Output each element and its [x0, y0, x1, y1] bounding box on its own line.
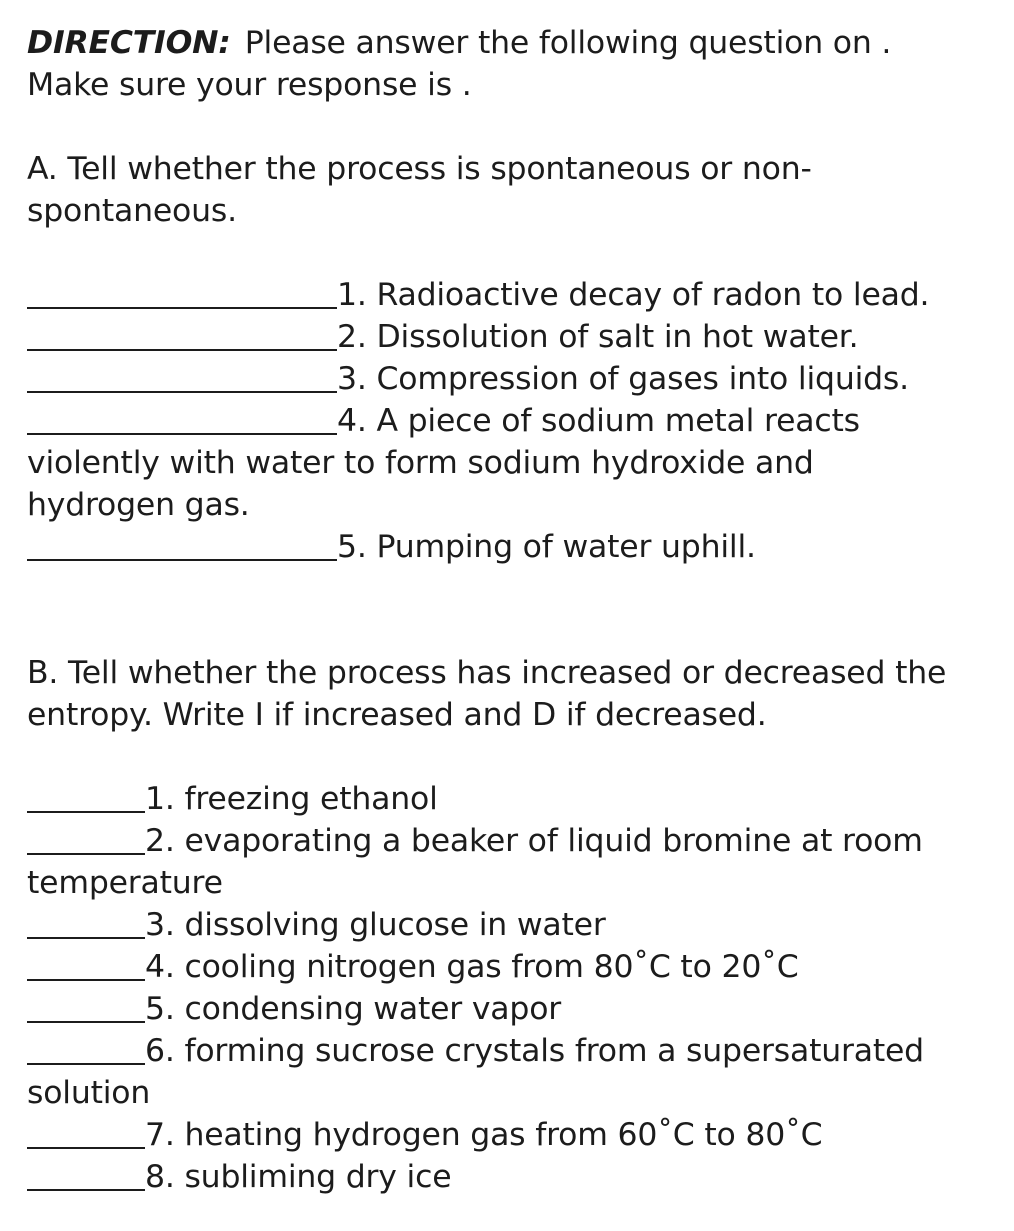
answer-blank[interactable] [27, 361, 337, 393]
item-text: 4. A piece of sodium metal reacts [337, 403, 860, 439]
section-a-item-1 [27, 274, 997, 316]
item-text: 1. Radioactive decay of radon to lead. [337, 277, 930, 313]
direction-text-1: Please answer the following question on . [244, 25, 892, 61]
section-b-item-6 [27, 1030, 997, 1072]
worksheet [27, 22, 997, 1198]
section-b-item-1 [27, 778, 997, 820]
section-b-item-8 [27, 1156, 997, 1198]
item-text: 1. freezing ethanol [145, 781, 438, 817]
section-a-item-5 [27, 526, 997, 568]
answer-blank[interactable] [27, 277, 337, 309]
item-text: 6. forming sucrose crystals from a supersaturated [145, 1033, 924, 1069]
answer-blank[interactable] [27, 907, 145, 939]
answer-blank[interactable] [27, 1033, 145, 1065]
section-b-item-2 [27, 820, 997, 862]
answer-blank[interactable] [27, 1117, 145, 1149]
answer-blank[interactable] [27, 781, 145, 813]
section-b-item-3 [27, 904, 997, 946]
answer-blank[interactable] [27, 529, 337, 561]
item-text: 7. heating hydrogen gas from 60˚C to 80˚C [145, 1117, 823, 1153]
section-b-item-4 [27, 946, 997, 988]
direction-line-1 [27, 22, 997, 64]
section-b-instruction-2: entropy. Write I if increased and D if decreased. [27, 697, 767, 733]
item-text: 5. Pumping of water uphill. [337, 529, 756, 565]
section-a-instruction-1: A. Tell whether the process is spontaneous or non- [27, 151, 812, 187]
direction-label: DIRECTION: [27, 25, 231, 61]
section-b-item-2-cont: temperature [27, 865, 223, 901]
direction-text-2: Make sure your response is . [27, 67, 472, 103]
item-text: 8. subliming dry ice [145, 1159, 452, 1195]
answer-blank[interactable] [27, 403, 337, 435]
section-a-item-2 [27, 316, 997, 358]
item-text: 2. evaporating a beaker of liquid bromine at room [145, 823, 923, 859]
section-a-item-4 [27, 400, 997, 442]
answer-blank[interactable] [27, 1159, 145, 1191]
section-a-item-4-cont-1: violently with water to form sodium hydroxide and [27, 445, 814, 481]
section-b-item-7 [27, 1114, 997, 1156]
item-text: 3. dissolving glucose in water [145, 907, 606, 943]
section-a-item-3 [27, 358, 997, 400]
item-text: 3. Compression of gases into liquids. [337, 361, 909, 397]
answer-blank[interactable] [27, 991, 145, 1023]
section-a-item-4-cont-2: hydrogen gas. [27, 487, 250, 523]
answer-blank[interactable] [27, 949, 145, 981]
section-a-instruction-2: spontaneous. [27, 193, 237, 229]
item-text: 2. Dissolution of salt in hot water. [337, 319, 859, 355]
section-b-item-5 [27, 988, 997, 1030]
section-b-instruction-1: B. Tell whether the process has increased or decreased the [27, 655, 947, 691]
answer-blank[interactable] [27, 319, 337, 351]
item-text: 5. condensing water vapor [145, 991, 562, 1027]
answer-blank[interactable] [27, 823, 145, 855]
section-b-item-6-cont: solution [27, 1075, 151, 1111]
item-text: 4. cooling nitrogen gas from 80˚C to 20˚C [145, 949, 799, 985]
